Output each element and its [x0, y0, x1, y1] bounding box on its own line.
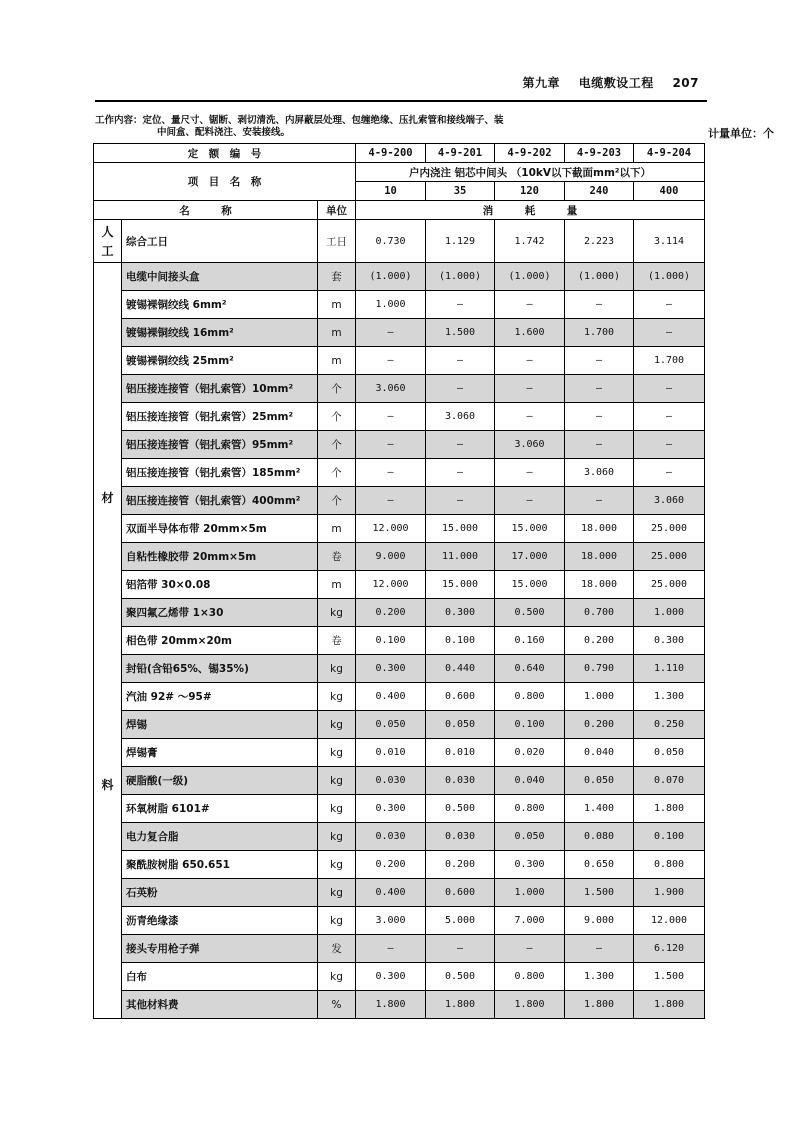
material-row: [94, 767, 705, 795]
material-unit: kg: [318, 795, 356, 823]
material-value: 15.000: [426, 515, 495, 543]
material-category-char: 料: [101, 777, 114, 792]
material-value: 0.300: [356, 795, 426, 823]
material-value: 15.000: [426, 571, 495, 599]
material-value: 1.500: [634, 963, 705, 991]
material-name: 电力复合脂: [122, 823, 318, 851]
material-name: 石英粉: [122, 879, 318, 907]
material-name: 铝箔带 30×0.08: [122, 571, 318, 599]
material-unit: m: [318, 515, 356, 543]
material-unit: m: [318, 319, 356, 347]
material-value: 0.800: [495, 683, 565, 711]
work-content-line1: 定位、量尺寸、锯断、剥切清洗、内屏蔽层处理、包缠绝缘、压扎索管和接线端子、装: [142, 115, 504, 126]
material-value: —: [495, 403, 565, 431]
material-row: [94, 319, 705, 347]
material-value: 0.500: [426, 795, 495, 823]
quota-table: [93, 143, 705, 1019]
quota-number-row: [94, 144, 705, 163]
material-value: 0.650: [565, 851, 634, 879]
material-name: 硬脂酸(一级): [122, 767, 318, 795]
material-unit: kg: [318, 851, 356, 879]
material-value: 11.000: [426, 543, 495, 571]
work-content-line2: 中间盒、配料浇注、安装接线。: [157, 127, 291, 138]
material-value: —: [495, 375, 565, 403]
material-unit: 发: [318, 935, 356, 963]
material-row: [94, 431, 705, 459]
material-value: 0.800: [495, 963, 565, 991]
material-row: [94, 935, 705, 963]
material-value: 0.500: [426, 963, 495, 991]
material-row: [94, 487, 705, 515]
material-row: [94, 879, 705, 907]
material-value: —: [565, 403, 634, 431]
material-value: 3.060: [565, 459, 634, 487]
material-value: 9.000: [565, 907, 634, 935]
material-unit: 个: [318, 487, 356, 515]
labor-category-char: 工: [101, 244, 114, 258]
material-value: —: [426, 459, 495, 487]
material-name: 铝压接连接管（铝扎索管）25mm²: [122, 403, 318, 431]
material-value: —: [356, 319, 426, 347]
material-value: —: [426, 487, 495, 515]
material-name: 封铅(含铅65%、锡35%): [122, 655, 318, 683]
material-value: 25.000: [634, 571, 705, 599]
material-value: 1.700: [634, 347, 705, 375]
material-unit: kg: [318, 907, 356, 935]
material-value: —: [495, 291, 565, 319]
material-row: [94, 403, 705, 431]
material-value: 0.200: [565, 711, 634, 739]
column-unit-header: 单位: [318, 201, 356, 220]
material-value: 0.300: [634, 627, 705, 655]
material-value: 1.300: [565, 963, 634, 991]
material-value: —: [356, 431, 426, 459]
material-value: (1.000): [495, 263, 565, 291]
material-value: 1.600: [495, 319, 565, 347]
material-value: 1.800: [634, 991, 705, 1019]
material-value: 0.600: [426, 683, 495, 711]
material-value: 1.700: [565, 319, 634, 347]
material-value: —: [565, 431, 634, 459]
material-value: 0.200: [356, 599, 426, 627]
material-value: —: [426, 375, 495, 403]
material-name: 白布: [122, 963, 318, 991]
material-category-char: 材: [101, 490, 114, 505]
material-unit: %: [318, 991, 356, 1019]
material-value: 3.060: [356, 375, 426, 403]
material-value: —: [495, 935, 565, 963]
material-row: [94, 599, 705, 627]
material-value: 18.000: [565, 571, 634, 599]
material-value: 0.100: [634, 823, 705, 851]
material-value: 0.030: [356, 823, 426, 851]
material-value: 0.070: [634, 767, 705, 795]
section-size: 240: [565, 182, 634, 201]
material-value: —: [426, 935, 495, 963]
material-value: 1.800: [356, 991, 426, 1019]
material-value: 5.000: [426, 907, 495, 935]
material-row: [94, 711, 705, 739]
material-value: —: [426, 431, 495, 459]
material-unit: 卷: [318, 627, 356, 655]
material-unit: 个: [318, 375, 356, 403]
material-value: 1.500: [565, 879, 634, 907]
material-value: 12.000: [634, 907, 705, 935]
material-value: —: [495, 487, 565, 515]
material-value: 0.050: [634, 739, 705, 767]
material-value: 0.400: [356, 683, 426, 711]
material-row: [94, 459, 705, 487]
chapter-label: 第九章: [522, 76, 560, 90]
material-unit: 套: [318, 263, 356, 291]
labor-value: 2.223: [565, 220, 634, 263]
quota-code: 4-9-201: [426, 144, 495, 163]
material-value: 0.440: [426, 655, 495, 683]
column-header-row: [94, 201, 705, 220]
material-name: 焊锡: [122, 711, 318, 739]
material-value: 25.000: [634, 515, 705, 543]
item-name-row: [94, 163, 705, 182]
material-value: 18.000: [565, 543, 634, 571]
material-value: 1.000: [565, 683, 634, 711]
material-value: 0.040: [495, 767, 565, 795]
material-value: (1.000): [565, 263, 634, 291]
material-row: [94, 515, 705, 543]
material-value: 1.000: [634, 599, 705, 627]
material-value: 1.800: [634, 795, 705, 823]
material-row: [94, 571, 705, 599]
material-value: —: [634, 459, 705, 487]
material-value: 0.400: [356, 879, 426, 907]
material-unit: kg: [318, 767, 356, 795]
material-row: [94, 907, 705, 935]
material-name: 焊锡膏: [122, 739, 318, 767]
material-value: —: [356, 459, 426, 487]
material-row: [94, 627, 705, 655]
material-value: 17.000: [495, 543, 565, 571]
material-value: 6.120: [634, 935, 705, 963]
material-row: [94, 795, 705, 823]
material-name: 聚四氟乙烯带 1×30: [122, 599, 318, 627]
material-unit: 个: [318, 431, 356, 459]
material-value: 1.500: [426, 319, 495, 347]
material-value: —: [634, 319, 705, 347]
material-row: [94, 963, 705, 991]
material-value: 0.160: [495, 627, 565, 655]
material-value: 0.790: [565, 655, 634, 683]
material-unit: kg: [318, 711, 356, 739]
column-name-header: 名 称: [94, 201, 318, 220]
material-value: 0.300: [495, 851, 565, 879]
quota-code: 4-9-204: [634, 144, 705, 163]
material-value: —: [495, 347, 565, 375]
material-row: [94, 739, 705, 767]
labor-value: 1.742: [495, 220, 565, 263]
material-unit: kg: [318, 963, 356, 991]
material-unit: kg: [318, 739, 356, 767]
quota-code: 4-9-203: [565, 144, 634, 163]
material-value: 0.030: [356, 767, 426, 795]
section-size: 400: [634, 182, 705, 201]
material-value: 3.060: [634, 487, 705, 515]
material-name: 相色带 20mm×20m: [122, 627, 318, 655]
column-consume-header: 消 耗 量: [356, 201, 705, 220]
header-text: [522, 74, 699, 91]
material-value: —: [634, 291, 705, 319]
material-unit: m: [318, 291, 356, 319]
material-value: —: [565, 935, 634, 963]
material-name: 镀锡裸铜绞线 6mm²: [122, 291, 318, 319]
quota-number-label: 定 额 编 号: [94, 144, 356, 163]
material-value: 0.100: [356, 627, 426, 655]
material-value: 1.800: [565, 991, 634, 1019]
material-value: 0.010: [356, 739, 426, 767]
material-value: 0.050: [495, 823, 565, 851]
material-row: [94, 683, 705, 711]
material-value: 1.900: [634, 879, 705, 907]
material-value: 15.000: [495, 515, 565, 543]
material-value: 0.300: [356, 963, 426, 991]
material-unit: m: [318, 347, 356, 375]
material-value: 25.000: [634, 543, 705, 571]
material-value: 0.100: [426, 627, 495, 655]
material-unit: kg: [318, 683, 356, 711]
material-value: 12.000: [356, 571, 426, 599]
material-row: [94, 347, 705, 375]
material-value: 3.000: [356, 907, 426, 935]
labor-value: 0.730: [356, 220, 426, 263]
labor-name: 综合工日: [122, 220, 318, 263]
material-value: 0.200: [565, 627, 634, 655]
material-name: 铝压接连接管（铝扎索管）185mm²: [122, 459, 318, 487]
material-value: 15.000: [495, 571, 565, 599]
material-value: 1.000: [495, 879, 565, 907]
labor-row: [94, 220, 705, 263]
material-value: 0.040: [565, 739, 634, 767]
material-value: —: [565, 487, 634, 515]
material-row: [94, 263, 705, 291]
quota-code: 4-9-202: [495, 144, 565, 163]
material-unit: 卷: [318, 543, 356, 571]
material-value: 1.300: [634, 683, 705, 711]
chapter-title: 电缆敷设工程: [578, 76, 654, 90]
material-value: 0.500: [495, 599, 565, 627]
material-name: 环氧树脂 6101#: [122, 795, 318, 823]
material-value: (1.000): [426, 263, 495, 291]
material-value: 0.200: [356, 851, 426, 879]
material-value: 1.800: [426, 991, 495, 1019]
material-value: 0.020: [495, 739, 565, 767]
material-value: —: [565, 291, 634, 319]
material-unit: kg: [318, 599, 356, 627]
material-value: 0.200: [426, 851, 495, 879]
material-unit: m: [318, 571, 356, 599]
material-value: —: [565, 347, 634, 375]
quota-code: 4-9-200: [356, 144, 426, 163]
page-header: [95, 72, 707, 96]
labor-value: 1.129: [426, 220, 495, 263]
material-value: 0.800: [495, 795, 565, 823]
material-value: 0.600: [426, 879, 495, 907]
material-value: —: [356, 487, 426, 515]
material-value: —: [356, 935, 426, 963]
material-value: —: [634, 431, 705, 459]
material-row: [94, 291, 705, 319]
material-value: —: [634, 375, 705, 403]
material-value: 12.000: [356, 515, 426, 543]
material-value: 18.000: [565, 515, 634, 543]
labor-unit: 工日: [318, 220, 356, 263]
page-number: 207: [672, 76, 699, 90]
material-value: 0.640: [495, 655, 565, 683]
material-value: 0.050: [356, 711, 426, 739]
material-name: 镀锡裸铜绞线 16mm²: [122, 319, 318, 347]
material-unit: kg: [318, 655, 356, 683]
material-name: 铝压接连接管（铝扎索管）10mm²: [122, 375, 318, 403]
material-name: 沥青绝缘漆: [122, 907, 318, 935]
material-value: 1.800: [495, 991, 565, 1019]
material-name: 其他材料费: [122, 991, 318, 1019]
material-value: 7.000: [495, 907, 565, 935]
material-unit: kg: [318, 823, 356, 851]
labor-value: 3.114: [634, 220, 705, 263]
material-row: [94, 375, 705, 403]
labor-category: [94, 220, 122, 263]
material-value: —: [356, 347, 426, 375]
material-value: 1.000: [356, 291, 426, 319]
material-unit: 个: [318, 403, 356, 431]
material-value: 0.300: [426, 599, 495, 627]
material-value: 0.080: [565, 823, 634, 851]
material-name: 双面半导体布带 20mm×5m: [122, 515, 318, 543]
section-size: 35: [426, 182, 495, 201]
material-row: [94, 851, 705, 879]
material-value: —: [426, 291, 495, 319]
work-content-label: 工作内容：: [95, 115, 143, 126]
material-value: 0.030: [426, 823, 495, 851]
material-value: 1.110: [634, 655, 705, 683]
material-value: 9.000: [356, 543, 426, 571]
work-content: [95, 115, 707, 139]
material-name: 自粘性橡胶带 20mm×5m: [122, 543, 318, 571]
material-category: [94, 263, 122, 1019]
material-row: [94, 823, 705, 851]
material-value: 1.400: [565, 795, 634, 823]
material-name: 汽油 92# ～95#: [122, 683, 318, 711]
material-value: 3.060: [495, 431, 565, 459]
material-value: 0.250: [634, 711, 705, 739]
material-row: [94, 655, 705, 683]
material-value: (1.000): [356, 263, 426, 291]
material-value: 0.800: [634, 851, 705, 879]
material-name: 铝压接连接管（铝扎索管）95mm²: [122, 431, 318, 459]
material-value: —: [426, 347, 495, 375]
material-unit: 个: [318, 459, 356, 487]
material-value: —: [565, 375, 634, 403]
material-value: 0.100: [495, 711, 565, 739]
material-row: [94, 991, 705, 1019]
group-title: 户内浇注 铝芯中间头 （10kV以下截面mm²以下）: [356, 163, 705, 182]
section-size: 10: [356, 182, 426, 201]
material-name: 聚酰胺树脂 650.651: [122, 851, 318, 879]
material-name: 镀锡裸铜绞线 25mm²: [122, 347, 318, 375]
material-value: 0.050: [565, 767, 634, 795]
unit-note: 计量单位：个: [708, 127, 774, 140]
material-value: —: [495, 459, 565, 487]
material-name: 接头专用枪子弹: [122, 935, 318, 963]
material-name: 电缆中间接头盒: [122, 263, 318, 291]
material-value: (1.000): [634, 263, 705, 291]
header-rule: [95, 100, 707, 102]
material-value: 0.700: [565, 599, 634, 627]
section-size: 120: [495, 182, 565, 201]
labor-category-char: 人: [101, 225, 114, 239]
material-unit: kg: [318, 879, 356, 907]
material-name: 铝压接连接管（铝扎索管）400mm²: [122, 487, 318, 515]
material-value: 0.050: [426, 711, 495, 739]
material-value: 0.300: [356, 655, 426, 683]
material-value: 0.010: [426, 739, 495, 767]
material-value: 0.030: [426, 767, 495, 795]
item-name-label: 项 目 名 称: [94, 163, 356, 201]
material-value: —: [634, 403, 705, 431]
material-value: 3.060: [426, 403, 495, 431]
material-row: [94, 543, 705, 571]
material-value: —: [356, 403, 426, 431]
